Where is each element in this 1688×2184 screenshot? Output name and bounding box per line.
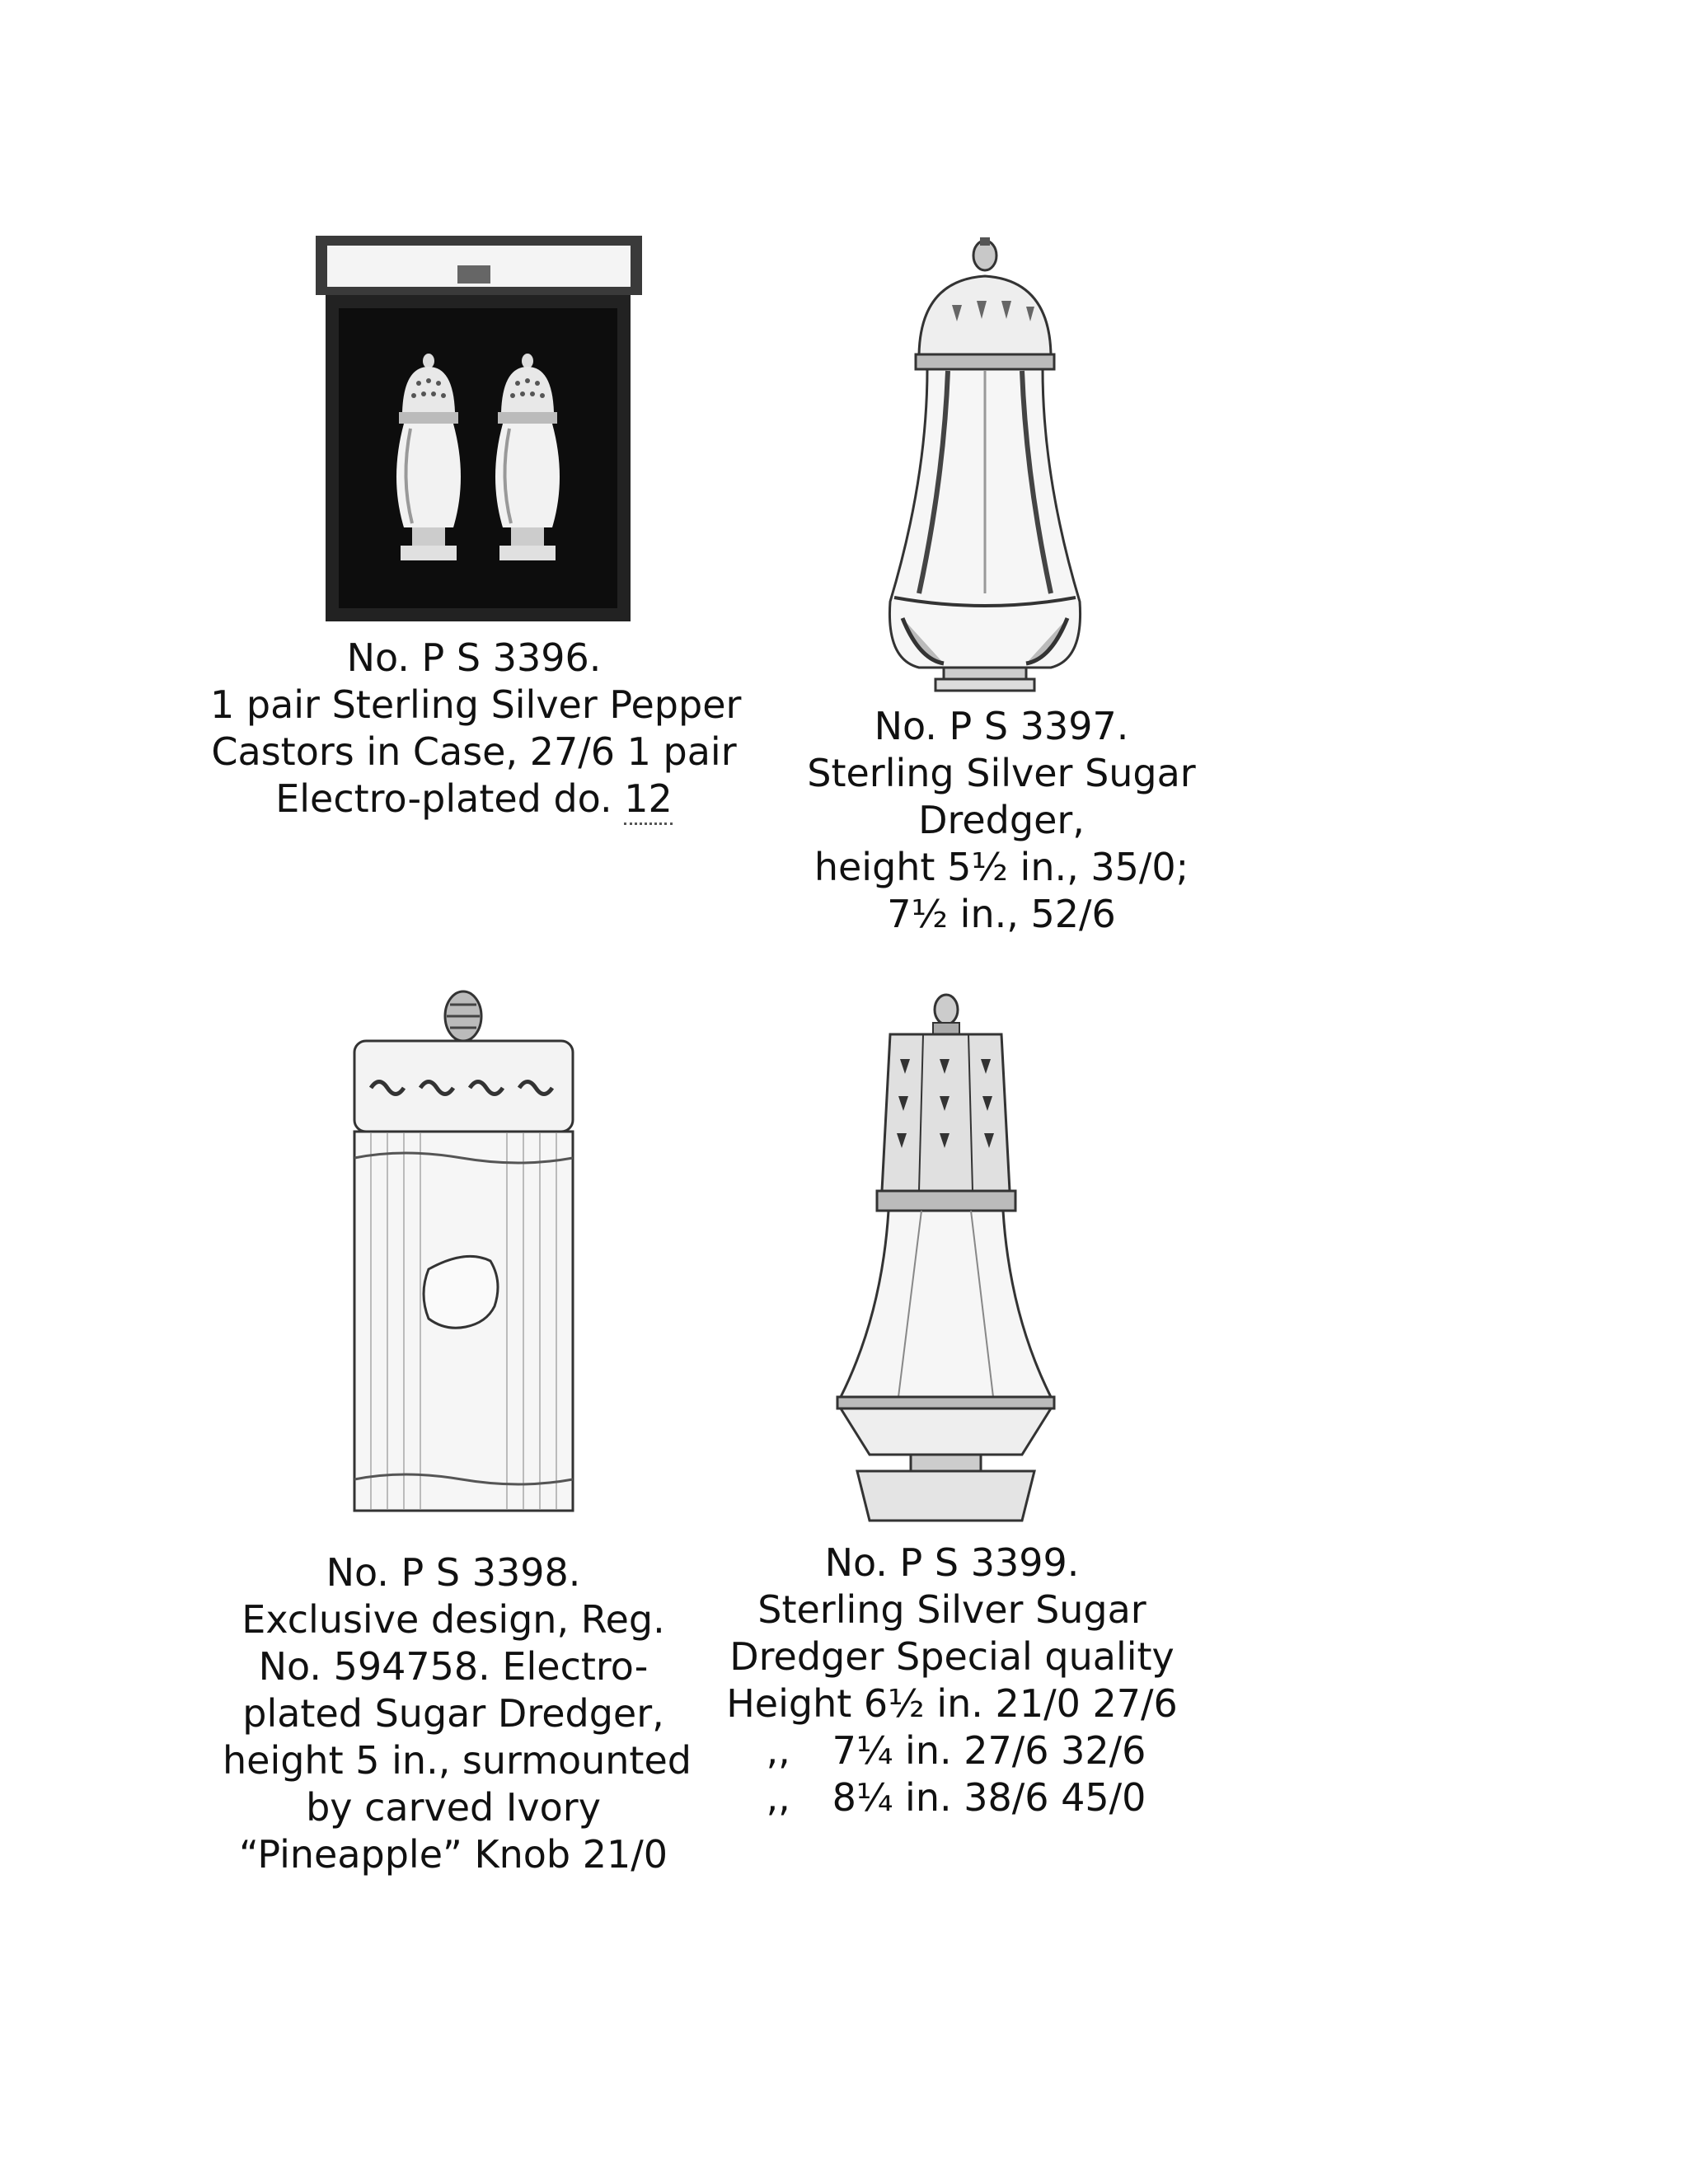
description-line: “Pineapple” Knob 21/0: [238, 1832, 668, 1877]
description-line: Sterling Silver Sugar: [807, 751, 1196, 795]
description-line: Castors in Case, 27/6 1 pair: [211, 729, 737, 774]
description-line: by carved Ivory: [306, 1785, 601, 1830]
product-number: No. P S 3396.: [346, 635, 602, 680]
description-line: Height 6½ in. 21/0 27/6: [726, 1681, 1178, 1726]
product-number: No. P S 3399.: [824, 1540, 1080, 1585]
ditto-mark: ,,: [766, 1728, 790, 1773]
description-line: No. 594758. Electro-: [258, 1644, 649, 1689]
description-line: [210, 776, 738, 823]
size-price-text: 7¼ in. 27/6 32/6: [832, 1728, 1146, 1773]
caption-ps3397: [791, 703, 1212, 938]
description-text: Electro-plated do.: [275, 776, 625, 821]
description-line: Exclusive design, Reg.: [241, 1597, 665, 1642]
cylindrical-dredger-icon: [346, 985, 581, 1521]
description-line: height 5½ in., 35/0;: [814, 845, 1189, 889]
description-line: 1 pair Sterling Silver Pepper: [210, 682, 742, 727]
pepper-castors-case-icon: [309, 231, 647, 626]
price-value: 12: [624, 776, 673, 825]
product-number: No. P S 3397.: [874, 704, 1129, 748]
description-line: Dredger,: [918, 798, 1085, 842]
ditto-line: [721, 1727, 1183, 1774]
caption-ps3396: [210, 635, 742, 823]
description-line: 7½ in., 52/6: [887, 892, 1116, 936]
description-line: height 5 in., surmounted: [223, 1738, 692, 1783]
ditto-line: [721, 1774, 1183, 1821]
description-line: Dredger Special quality: [729, 1634, 1175, 1679]
description-line: Sterling Silver Sugar: [757, 1587, 1146, 1632]
sugar-dredger-icon: [870, 231, 1100, 701]
size-price-text: 8¼ in. 38/6 45/0: [832, 1775, 1146, 1820]
caption-ps3398: [223, 1549, 692, 1878]
octagonal-dredger-icon: [824, 985, 1067, 1533]
product-number: No. P S 3398.: [326, 1550, 581, 1595]
caption-ps3399: [721, 1540, 1183, 1821]
ditto-mark: ,,: [766, 1775, 790, 1820]
description-line: plated Sugar Dredger,: [242, 1691, 664, 1736]
